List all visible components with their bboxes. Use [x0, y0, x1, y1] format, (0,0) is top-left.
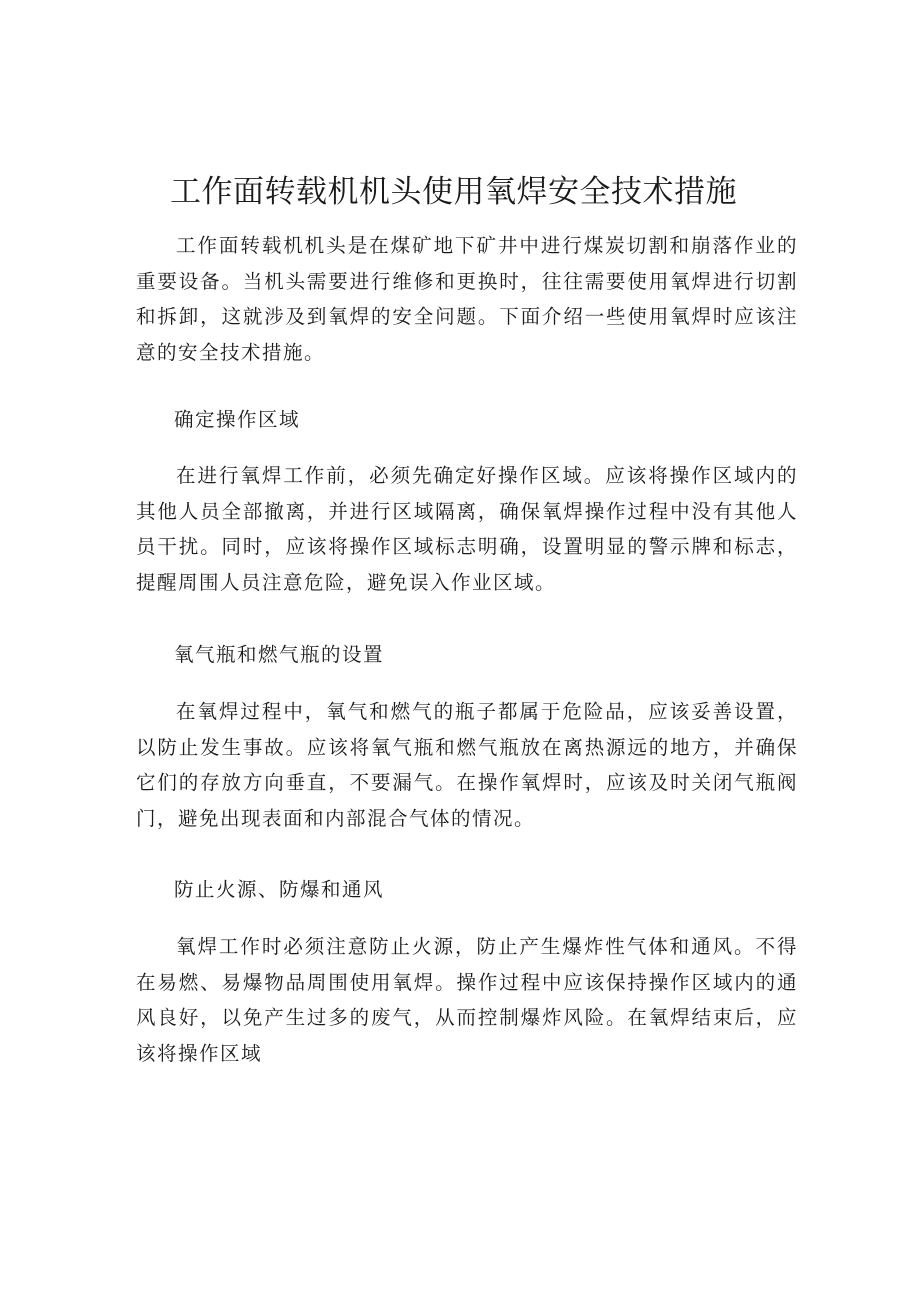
- section-heading-gas-cylinders: 氧气瓶和燃气瓶的设置: [174, 643, 385, 666]
- section-heading-fire-explosion-ventilation: 防止火源、防爆和通风: [174, 878, 385, 901]
- section-body-fire-explosion-ventilation: 氧焊工作时必须注意防止火源，防止产生爆炸性气体和通风。不得在易燃、易爆物品周围使用氧焊。操作过程中应该保持操作区域内的通风良好，以免产生过多的废气，从而控制爆炸风险。在氧焊结束后，应该将操作区域: [136, 935, 798, 1065]
- document-title: 工作面转载机机头使用氧焊安全技术措施: [170, 174, 737, 210]
- section-heading-operation-area: 确定操作区域: [174, 408, 301, 431]
- section-body-operation-area: 在进行氧焊工作前，必须先确定好操作区域。应该将操作区域内的其他人员全部撤离，并进行区域隔离，确保氧焊操作过程中没有其他人员干扰。同时，应该将操作区域标志明确，设置明显的警示牌和标志，提醒周围人员注意危险，避免误入作业区域。: [136, 464, 798, 594]
- section-body-gas-cylinders: 在氧焊过程中，氧气和燃气的瓶子都属于危险品，应该妥善设置，以防止发生事故。应该将氧气瓶和燃气瓶放在离热源远的地方，并确保它们的存放方向垂直，不要漏气。在操作氧焊时，应该及时关闭气瓶阀门，避免出现表面和内部混合气体的情况。: [136, 700, 798, 830]
- intro-paragraph: 工作面转载机机头是在煤矿地下矿井中进行煤炭切割和崩落作业的重要设备。当机头需要进行维修和更换时，往往需要使用氧焊进行切割和拆卸，这就涉及到氧焊的安全问题。下面介绍一些使用氧焊时应该注意的安全技术措施。: [136, 234, 798, 364]
